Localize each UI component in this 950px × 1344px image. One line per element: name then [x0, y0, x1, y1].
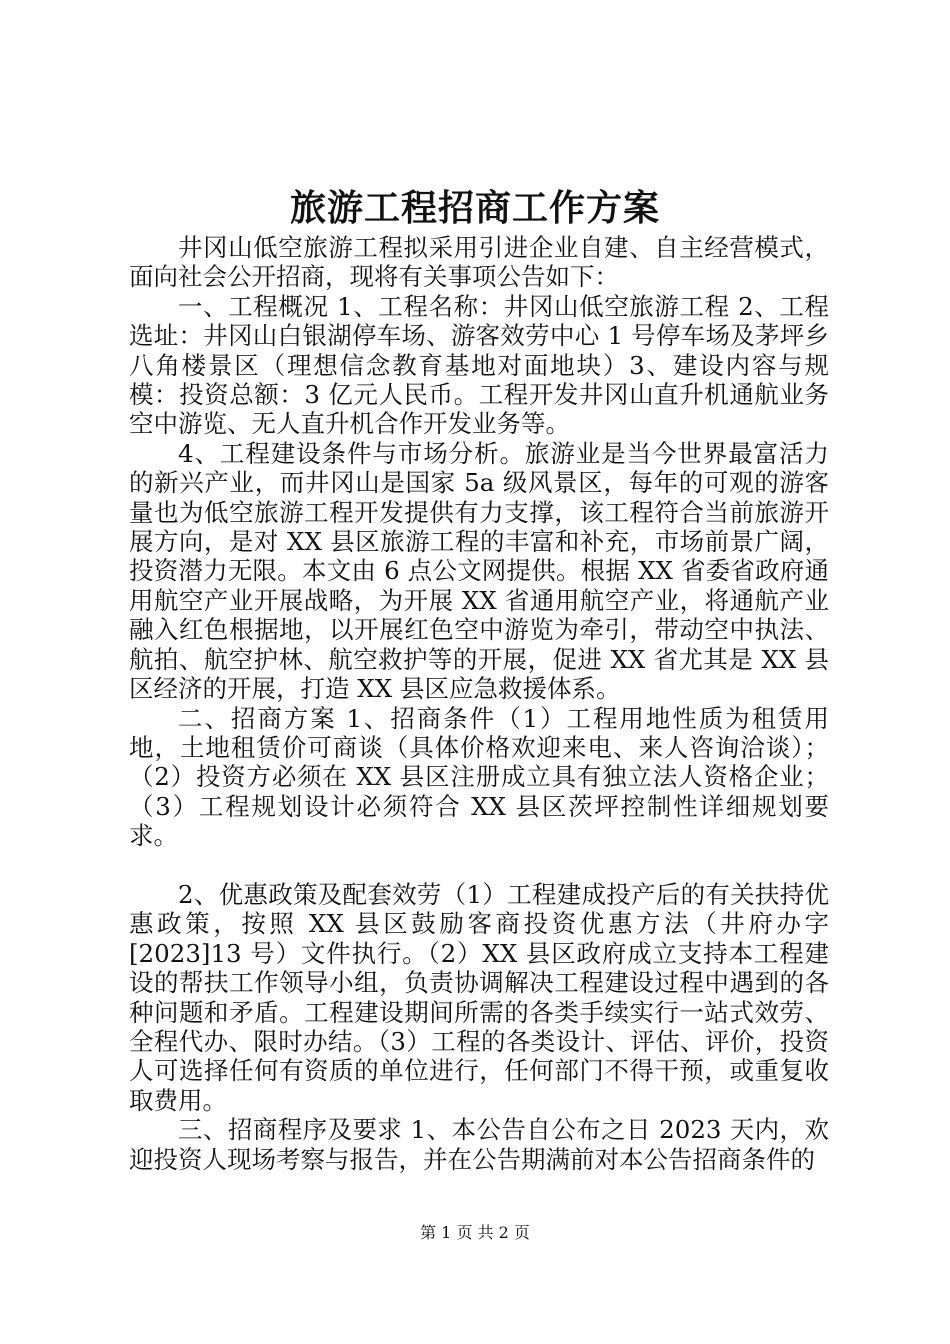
document-body [129, 233, 829, 1174]
paragraph-investment-plan: 二、招商方案 1、招商条件（1）工程用地性质为租赁用地，土地租赁价可商谈（具体价格欢迎来电、来人咨询洽谈）；（2）投资方必须在 XX 县区注册成立具有独立法人资格企业；（3）工程规划设计必须符合 XX 县区茨坪控制性详细规划要求。 [129, 703, 829, 851]
document-title: 旅游工程招商工作方案 [289, 187, 660, 229]
paragraph-spacer [129, 851, 829, 880]
page-footer [0, 1222, 950, 1244]
paragraph-market-analysis: 4、工程建设条件与市场分析。旅游业是当今世界最富活力的新兴产业，而井冈山是国家 5a 级风景区，每年的可观的游客量也为低空旅游工程开发提供有力支撑，该工程符合当前旅游开展方向，是对 XX 县区旅游工程的丰富和补充，市场前景广阔，投资潜力无限。本文由 6 点公文网提供。根据 XX 省委省政府通用航空产业开展战略，为开展 XX 省通用航空产业，将通航产业融入红色根据地，以开展红色空中游览为牵引，带动空中执法、航拍、航空护林、航空救护等的开展，促进 XX 省尤其是 XX 县区经济的开展，打造 XX 县区应急救援体系。 [129, 438, 829, 704]
paragraph-project-overview: 一、工程概况 1、工程名称：井冈山低空旅游工程 2、工程选址：井冈山白银湖停车场、游客效劳中心 1 号停车场及茅坪乡八角楼景区（理想信念教育基地对面地块）3、建设内容与规模：投资总额：3 亿元人民币。工程开发井冈山直升机通航业务空中游览、无人直升机合作开发业务等。 [129, 291, 829, 439]
paragraph-procedure: 三、招商程序及要求 1、本公告自公布之日 2023 天内，欢迎投资人现场考察与报告，并在公告期满前对本公告招商条件的 [129, 1115, 829, 1174]
page-number: 第 1 页 共 2 页 [420, 1223, 530, 1242]
paragraph-intro: 井冈山低空旅游工程拟采用引进企业自建、自主经营模式，面向社会公开招商，现将有关事项公告如下： [129, 233, 829, 292]
paragraph-preferential-policy: 2、优惠政策及配套效劳（1）工程建成投产后的有关扶持优惠政策，按照 XX 县区鼓励客商投资优惠方法（井府办字[2023]13 号）文件执行。（2）XX 县区政府成立支持本工程建设的帮扶工作领导小组，负责协调解决工程建设过程中遇到的各种问题和矛盾。工程建设期间所需的各类手续实行一站式效劳、全程代办、限时办结。（3）工程的各类设计、评估、评价，投资人可选择任何有资质的单位进行，任何部门不得干预，或重复收取费用。 [129, 879, 829, 1115]
